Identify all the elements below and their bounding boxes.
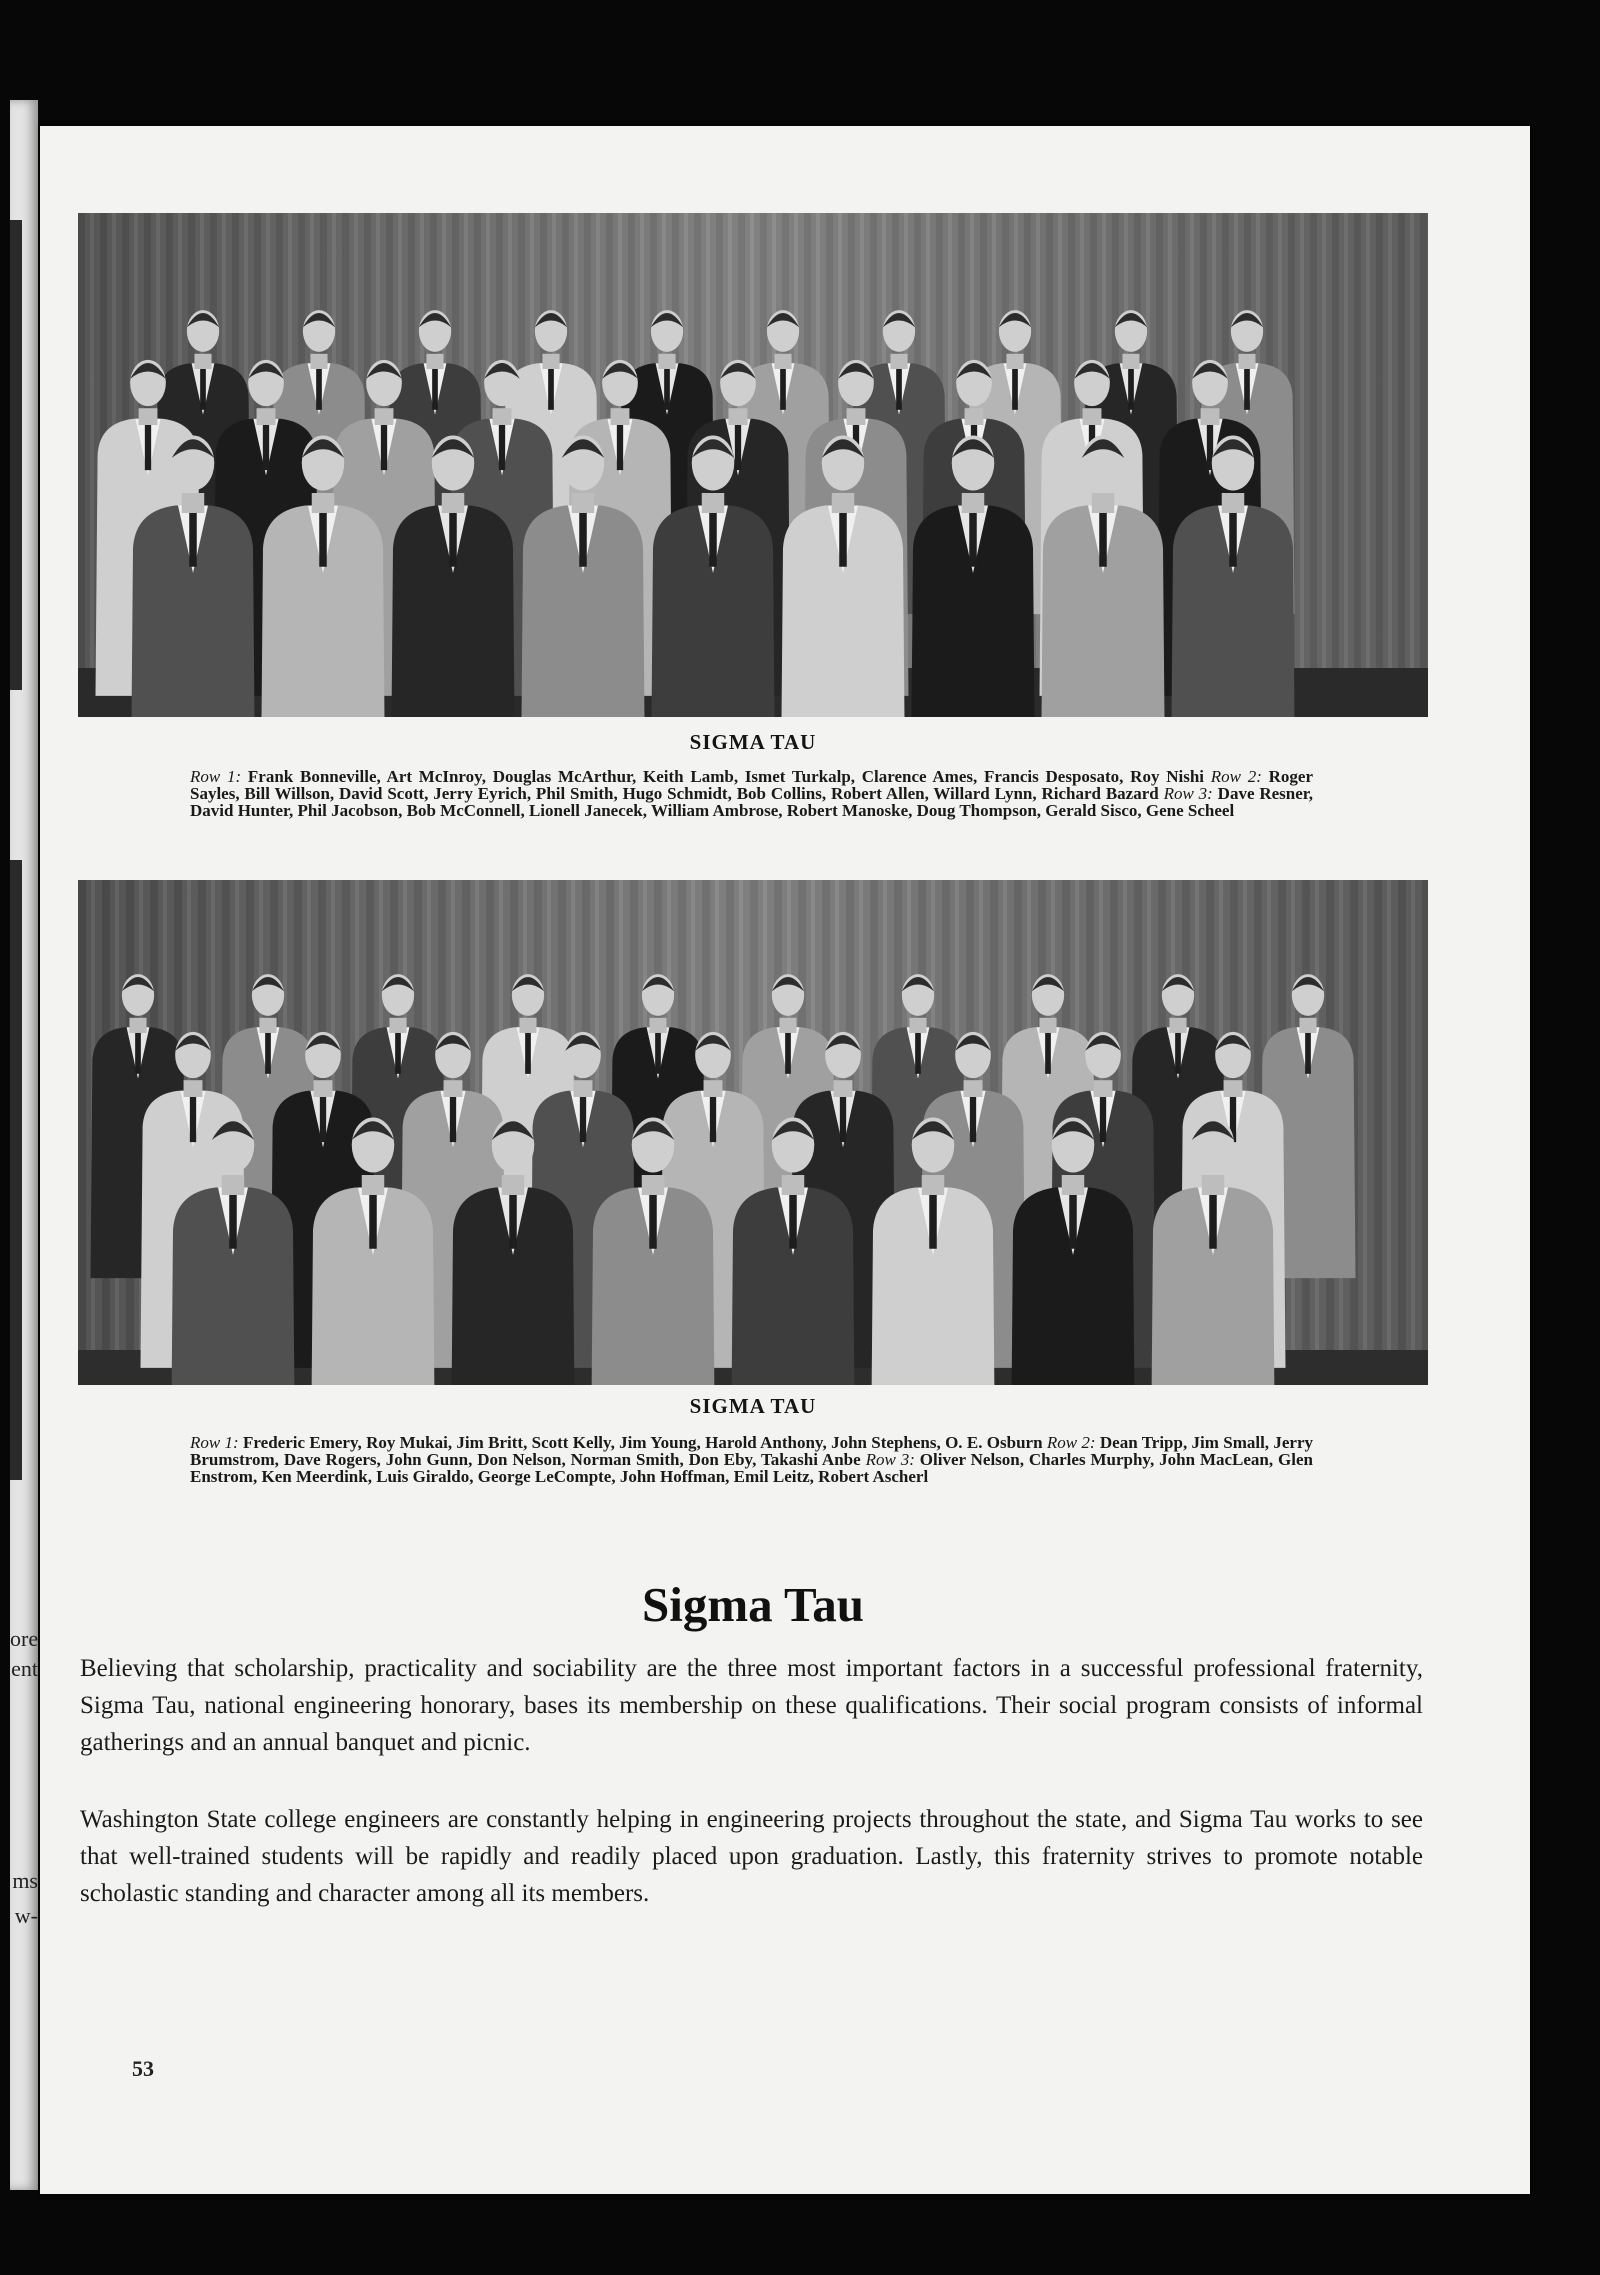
article-paragraph: Washington State college engineers are constantly helping in engineering projects throughout the state, and Sigma Tau works to see that well-trained students will be rapidly and readily placed upon graduation. Lastly, this fraternity strives to promote notable scholastic standing and character among all its members. <box>80 1806 1423 1907</box>
article-heading: Sigma Tau <box>642 1577 864 1632</box>
page-number: 53 <box>132 2056 154 2081</box>
yearbook-page <box>40 126 1530 2194</box>
group-photo-top <box>78 213 1428 717</box>
photo-caption-names <box>190 1434 1313 1485</box>
row-names: Oliver Nelson, Charles Murphy, John MacLean, Glen Enstrom, Ken Meerdink, Luis Giraldo, George LeCompte, John Hoffman, Emil Leitz, Robert Ascherl <box>190 1450 1313 1486</box>
prev-text-fragment: ore <box>10 1628 38 1650</box>
photo-caption-title: SIGMA TAU <box>689 1394 817 1418</box>
previous-page-edge <box>10 100 38 2190</box>
group-photo-bottom <box>78 880 1428 1385</box>
row-label: Row 2: <box>1210 767 1262 786</box>
row-names: Dean Tripp, Jim Small, Jerry Brumstrom, Dave Rogers, John Gunn, Don Nelson, Norman Smith, Don Eby, Takashi Anbe <box>190 1433 1314 1469</box>
group-photo-icon <box>78 213 1428 717</box>
prev-photo-strip <box>10 860 22 1480</box>
prev-text-fragment: ms <box>12 1870 38 1892</box>
article-paragraph: Believing that scholarship, practicality and sociability are the three most important factors in a successful professional fraternity, Sigma Tau, national engineering honorary, bases its membership on these qualifications. Their social program consists of informal gatherings and an annual banquet and picnic. <box>80 1655 1423 1756</box>
row-label: Row 1: <box>190 767 242 786</box>
prev-text-fragment: ent <box>11 1658 38 1680</box>
prev-photo-strip <box>10 220 22 690</box>
row-label: Row 2: <box>1046 1433 1096 1452</box>
row-label: Row 3: <box>865 1450 915 1469</box>
row-names: Roger Sayles, Bill Willson, David Scott, Jerry Eyrich, Phil Smith, Hugo Schmidt, Bob Collins, Robert Allen, Willard Lynn, Richard Bazard <box>190 767 1314 803</box>
row-names: Dave Resner, David Hunter, Phil Jacobson, Bob McConnell, Lionell Janecek, William Ambrose, Robert Manoske, Doug Thompson, Gerald Sisco, Gene Scheel <box>190 784 1314 820</box>
row-label: Row 3: <box>1163 784 1213 803</box>
row-names: Frank Bonneville, Art McInroy, Douglas McArthur, Keith Lamb, Ismet Turkalp, Clarence Ames, Francis Desposato, Roy Nishi <box>247 767 1204 786</box>
photo-caption-names <box>190 768 1313 819</box>
prev-text-fragment: w- <box>14 1905 38 1927</box>
row-label: Row 1: <box>190 1433 239 1452</box>
photo-caption-title: SIGMA TAU <box>689 730 817 754</box>
group-photo-icon <box>78 880 1428 1385</box>
row-names: Frederic Emery, Roy Mukai, Jim Britt, Scott Kelly, Jim Young, Harold Anthony, John Stephens, O. E. Osburn <box>243 1433 1043 1452</box>
